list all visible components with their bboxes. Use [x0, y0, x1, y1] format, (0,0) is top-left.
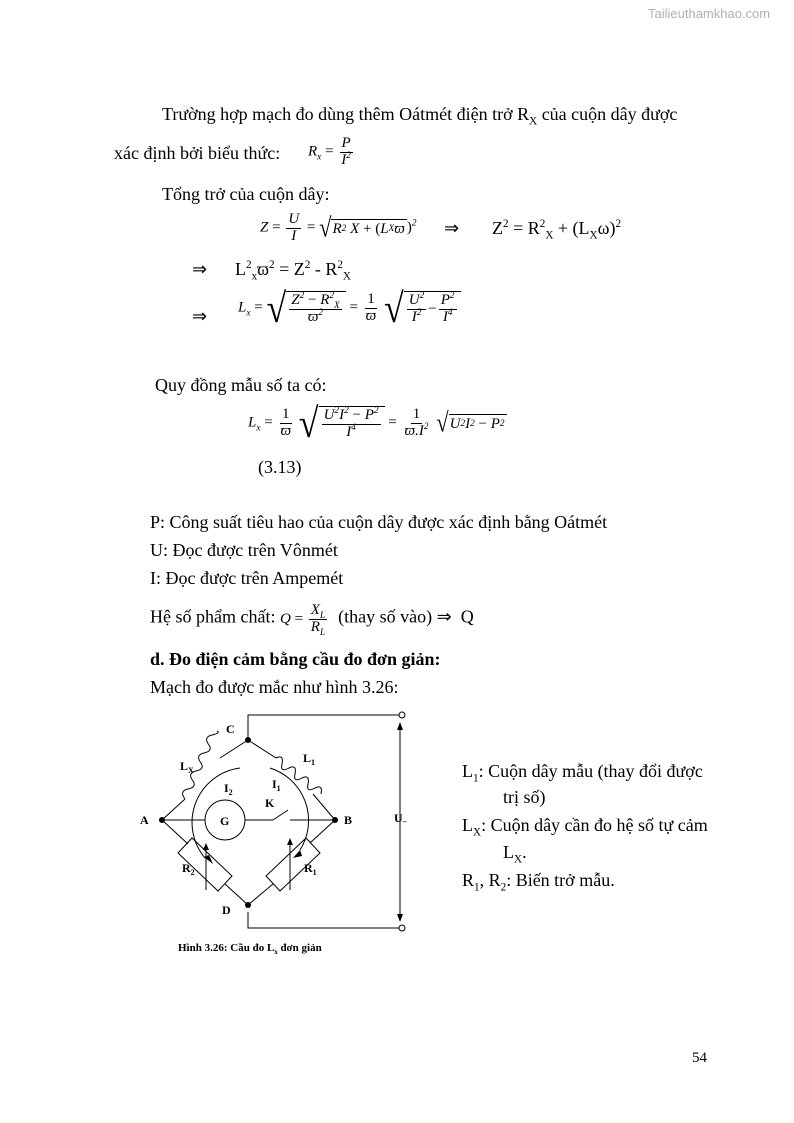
wire-c-l1 [248, 740, 276, 758]
definition-p: P: Công suất tiêu hao của cuộn dây được xác định bằng Oátmét [150, 512, 608, 532]
node-d [245, 902, 251, 908]
intro-paragraph-line1: Trường hợp mạch đo dùng thêm Oátmét điện trở $R_X$ của cuộn dây được [162, 104, 678, 128]
wire-l1-b [313, 794, 335, 820]
section-heading: d. Đo điện cảm bằng cầu đo đơn giản: [150, 649, 441, 669]
implies-symbol-1: ⇒ [444, 218, 460, 238]
definition-i: I: Đọc được trên Ampemét [150, 568, 344, 588]
wire-r1-d [248, 884, 273, 905]
formula-l-squared: $L^2_xϖ^2 = Z^2 - R^2_X$ [235, 259, 351, 283]
legend-l1-cont: trị số) [503, 787, 546, 807]
formula-3-13: $L_x$ = $\frac{1}{ϖ}$ √ $\frac{U^2I^2 - P^2}{I^4}$ = $\frac{1}{ϖ.I^2}$ √ U 2 I 2 − P 2 [248, 400, 505, 446]
label-g: G [220, 814, 230, 828]
equation-number: (3.13) [258, 457, 302, 477]
label-a: A [140, 813, 149, 827]
implies-symbol-3: ⇒ [192, 306, 208, 326]
formula-impedance: Z = $\frac{U}{I}$ = √ R 2 X + ( L X ϖ )$^2$ [260, 211, 417, 244]
circuit-intro: Mạch đo được mắc như hình 3.26: [150, 677, 399, 697]
wire-d-bottom [248, 912, 402, 928]
label-lx: $L_X$ [180, 759, 194, 775]
formula-impedance-squared: $Z^2 = R^2_X + (L_X\omega)^2$ [492, 218, 622, 242]
switch-k [273, 810, 288, 820]
label-d: D [222, 903, 231, 917]
wire-c-top [248, 715, 402, 740]
implies-symbol-2: ⇒ [192, 259, 208, 279]
label-l1: $L_1$ [303, 751, 316, 767]
figure-caption: Hình 3.26: Cầu đo $L_x$ đơn giản [178, 942, 322, 957]
legend-lx-cont: $L_X$. [503, 842, 527, 866]
label-i2: $I_2$ [224, 781, 233, 797]
common-denominator-label: Quy đồng mẫu số ta có: [155, 375, 327, 395]
wire-a-lx [162, 799, 185, 820]
label-k: K [265, 796, 275, 810]
legend-r: $R_1$, $R_2$: Biến trở mẫu. [462, 870, 615, 894]
label-r2: $R_2$ [182, 861, 195, 877]
watermark: Tailieuthamkhao.com [648, 6, 771, 21]
wire-a-r2 [162, 820, 188, 844]
impedance-label: Tổng trở của cuộn dây: [162, 184, 330, 204]
node-a [159, 817, 165, 823]
wire-r2-d [225, 884, 248, 905]
label-i1: $I_1$ [272, 777, 281, 793]
label-c: C [226, 722, 235, 736]
label-r1: $R_1$ [304, 861, 317, 877]
legend-l1: $L_1$: Cuộn dây mẫu (thay đổi được [462, 761, 703, 785]
wire-b-r1 [310, 820, 335, 843]
bridge-circuit-diagram [130, 700, 420, 940]
intro-paragraph-line2: xác định bởi biểu thức: [114, 143, 281, 163]
node-b [332, 817, 338, 823]
wire-lx-c [220, 740, 248, 758]
formula-lx: $L_x$ = √ $\frac{Z^2 - R^2_X}{ϖ^2}$ = $\frac{1}{ϖ}$ √ $\frac{U^2}{I^2}$ − $\frac{P^2}{I^4}$ [238, 290, 461, 326]
node-c [245, 737, 251, 743]
quality-factor-line: Hệ số phẩm chất: Q = $\frac{X_L}{R_L}$ (thay số vào) ⇒ Q [150, 602, 474, 638]
page-number: 54 [692, 1050, 707, 1066]
label-b: B [344, 813, 353, 827]
definition-u: U: Đọc được trên Vônmét [150, 540, 338, 560]
label-u: U– [394, 811, 407, 826]
legend-lx: $L_X$: Cuộn dây cần đo hệ số tự cảm [462, 815, 708, 839]
formula-rx: $R_x$ = $\frac{P}{I^2}$ [308, 135, 351, 168]
